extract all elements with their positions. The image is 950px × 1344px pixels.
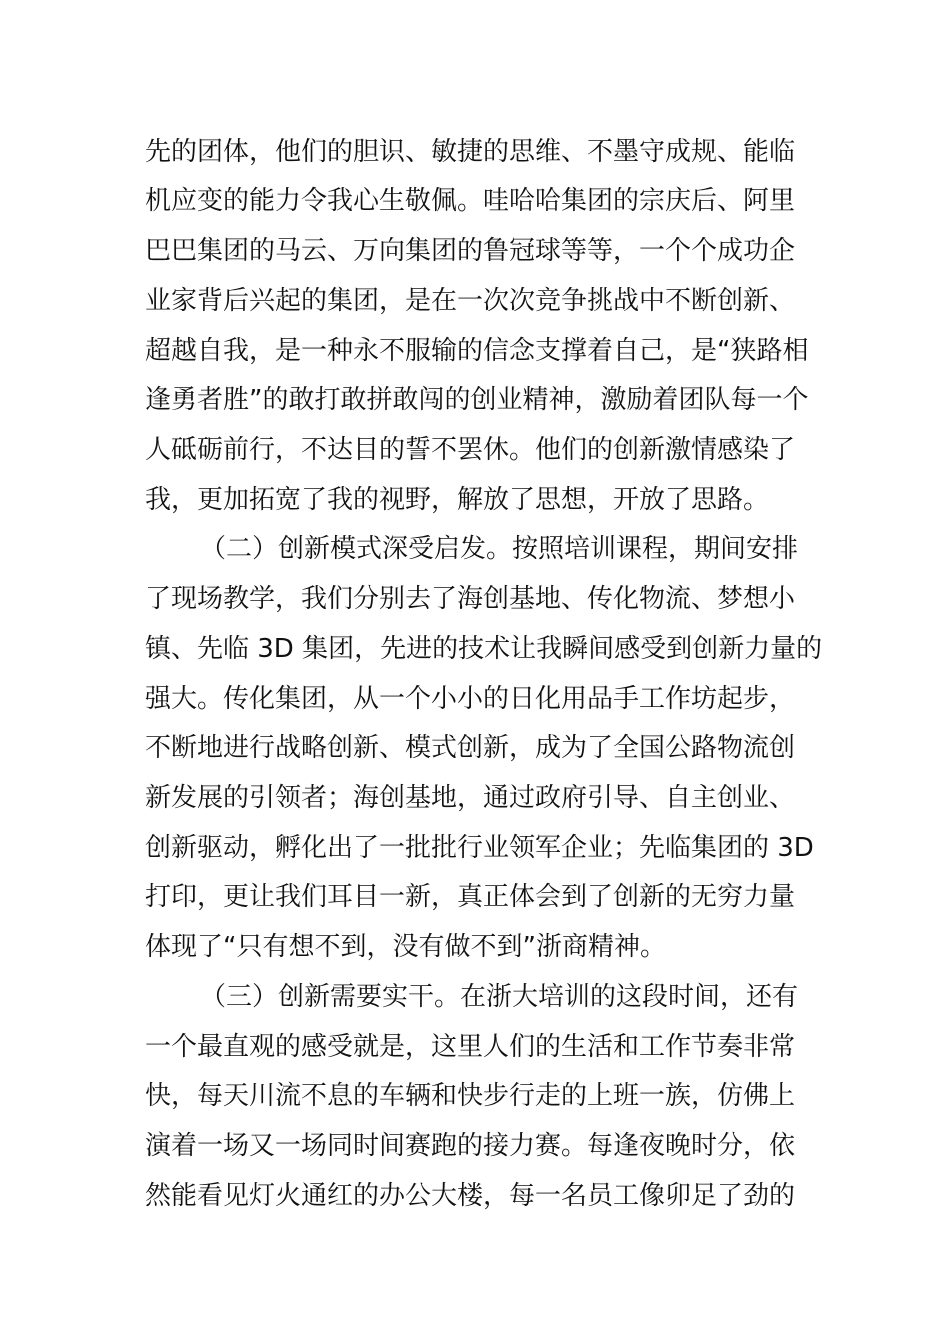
paragraph-line: 机应变的能力令我心生敬佩。哇哈哈集团的宗庆后、阿里 — [145, 186, 796, 216]
paragraph-line: 逢勇者胜”的敢打敢拼敢闯的创业精神，激励着团队每一个 — [145, 385, 809, 415]
paragraph-line: 我，更加拓宽了我的视野，解放了思想，开放了思路。 — [145, 485, 770, 515]
paragraph-line: 了现场教学，我们分别去了海创基地、传化物流、梦想小 — [145, 584, 796, 614]
paragraph-line: 先的团体，他们的胆识、敏捷的思维、不墨守成规、能临 — [145, 137, 796, 167]
paragraph-line: 演着一场又一场同时间赛跑的接力赛。每逢夜晚时分，依 — [145, 1131, 796, 1161]
paragraph-line: 体现了“只有想不到，没有做不到”浙商精神。 — [145, 932, 666, 962]
paragraph-line: 巴巴集团的马云、万向集团的鲁冠球等等，一个个成功企 — [145, 236, 796, 266]
paragraph-line: 不断地进行战略创新、模式创新，成为了全国公路物流创 — [145, 733, 796, 763]
paragraph-line: 强大。传化集团，从一个小小的日化用品手工作坊起步， — [145, 684, 796, 714]
paragraph-line: 超越自我，是一种永不服输的信念支撑着自己，是“狭路相 — [145, 336, 809, 366]
paragraph-line: 然能看见灯火通红的办公大楼，每一名员工像卯足了劲的 — [145, 1181, 796, 1211]
paragraph-line: 一个最直观的感受就是，这里人们的生活和工作节奏非常 — [145, 1032, 796, 1062]
paragraph-line: 人砥砺前行，不达目的誓不罢休。他们的创新激情感染了 — [145, 435, 796, 465]
paragraph-line: 新发展的引领者；海创基地，通过政府引导、自主创业、 — [145, 783, 796, 813]
paragraph-line: 业家背后兴起的集团，是在一次次竞争挑战中不断创新、 — [145, 286, 796, 316]
paragraph-line: 快，每天川流不息的车辆和快步行走的上班一族，仿佛上 — [145, 1081, 796, 1111]
paragraph-line: 打印，更让我们耳目一新，真正体会到了创新的无穷力量 — [145, 882, 796, 912]
paragraph-line: （二）创新模式深受启发。按照培训课程，期间安排 — [200, 534, 799, 564]
paragraph-line: （三）创新需要实干。在浙大培训的这段时间，还有 — [200, 982, 799, 1012]
paragraph-line: 创新驱动，孵化出了一批批行业领军企业；先临集团的 3D — [145, 833, 814, 863]
paragraph-line: 镇、先临 3D 集团，先进的技术让我瞬间感受到创新力量的 — [145, 634, 823, 664]
